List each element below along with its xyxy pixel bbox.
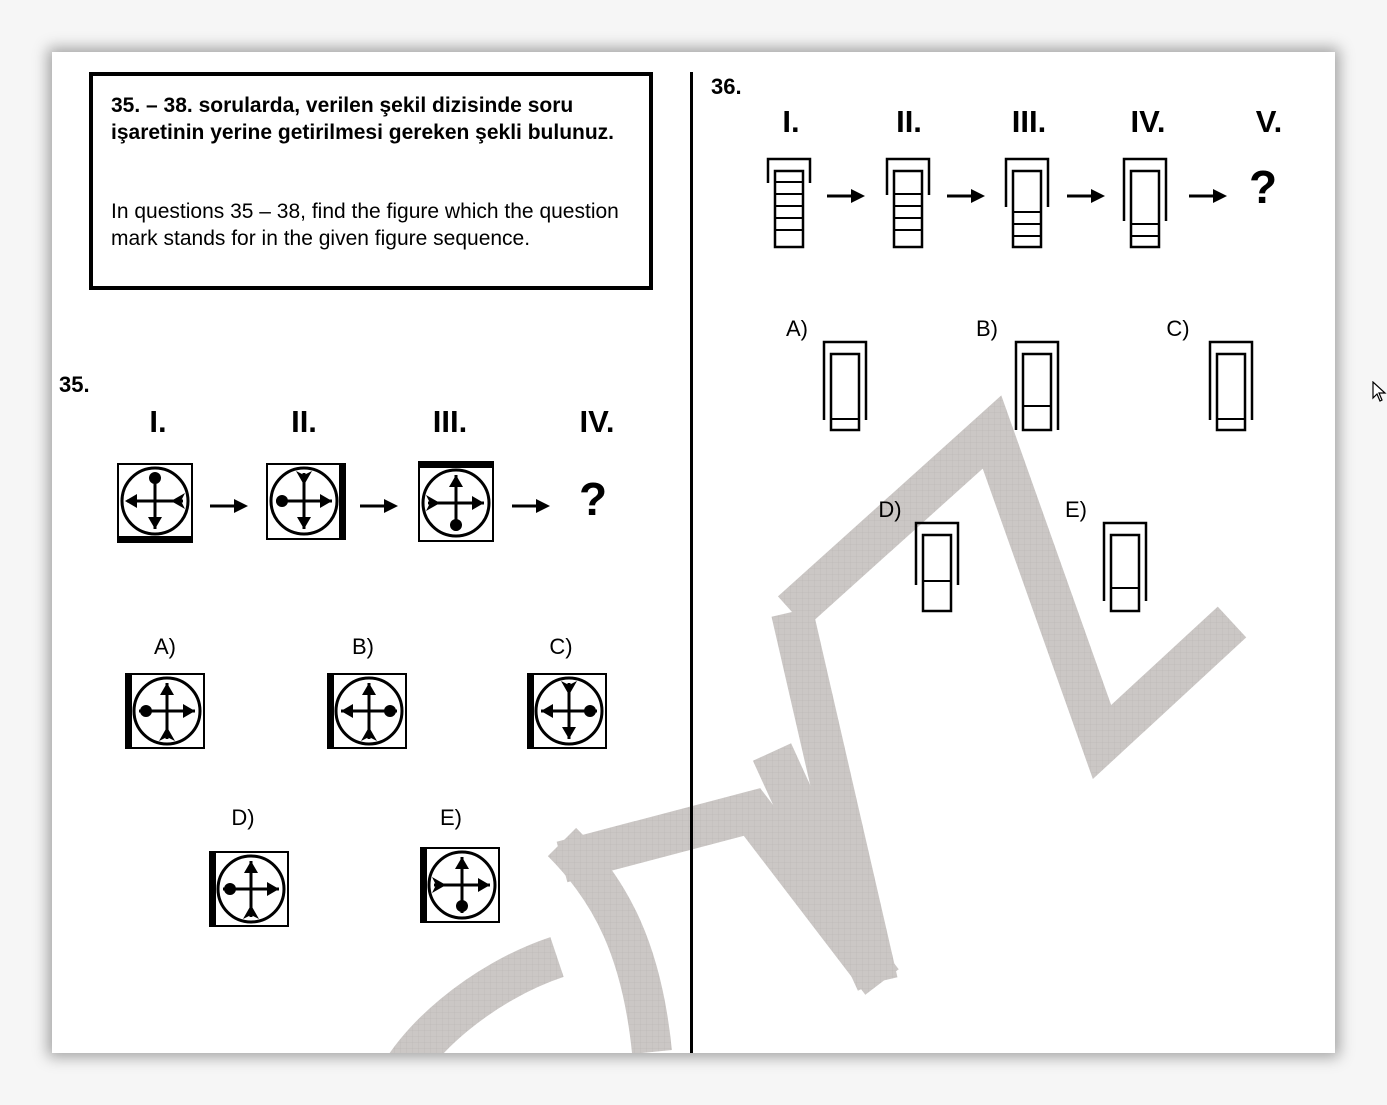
- q36-arrow-4: [1189, 187, 1227, 205]
- q36-option-c-label[interactable]: C): [1166, 316, 1190, 341]
- q35-arrow-3: [512, 497, 550, 515]
- q36-figure-iv: [1122, 157, 1170, 249]
- column-divider: [690, 72, 693, 1053]
- exam-page: [52, 52, 1335, 1053]
- q35-option-d-label[interactable]: D): [231, 805, 255, 830]
- q35-label-ii: II.: [291, 404, 317, 439]
- q35-option-a-figure[interactable]: [125, 673, 205, 749]
- q35-option-c-figure[interactable]: [527, 673, 607, 749]
- q36-arrow-3: [1067, 187, 1105, 205]
- q36-option-d-label[interactable]: D): [878, 497, 902, 522]
- q35-label-iv: IV.: [579, 404, 615, 439]
- q35-figure-ii: [266, 463, 346, 540]
- q36-option-a-figure[interactable]: [822, 340, 870, 432]
- q35-figure-iii: [418, 461, 494, 542]
- q35-option-e-figure[interactable]: [420, 847, 500, 923]
- q36-figure-iii: [1004, 157, 1052, 249]
- q36-figure-ii: [885, 157, 933, 249]
- instructions-box: [89, 72, 653, 290]
- mouse-cursor-icon: [1372, 381, 1387, 403]
- q35-option-b-label[interactable]: B): [352, 634, 374, 659]
- q35-option-b-figure[interactable]: [327, 673, 407, 749]
- q36-label-i: I.: [782, 104, 800, 139]
- q35-question-mark: ?: [578, 473, 608, 525]
- q35-arrow-2: [360, 497, 398, 515]
- q36-label-iii: III.: [1011, 104, 1047, 139]
- q36-option-e-figure[interactable]: [1102, 521, 1150, 613]
- instructions-english: In questions 35 – 38, find the figure which the question mark stands for in the given figure sequence.: [111, 200, 619, 250]
- q36-option-e-label[interactable]: E): [1065, 497, 1087, 522]
- q36-label-ii: II.: [896, 104, 922, 139]
- q35-figure-i: [117, 463, 193, 543]
- q36-question-mark: ?: [1248, 161, 1278, 213]
- q36-option-b-label[interactable]: B): [976, 316, 998, 341]
- q36-option-d-figure[interactable]: [914, 521, 962, 613]
- q35-option-e-label[interactable]: E): [440, 805, 462, 830]
- q36-arrow-1: [827, 187, 865, 205]
- q36-option-c-figure[interactable]: [1208, 340, 1256, 432]
- q35-label-i: I.: [149, 404, 167, 439]
- instructions-turkish: 35. – 38. sorularda, verilen şekil dizisinde soru işaretinin yerine getirilmesi gereken şekli bulunuz.: [111, 94, 615, 144]
- q35-option-a-label[interactable]: A): [154, 634, 176, 659]
- q36-label-v: V.: [1255, 104, 1283, 139]
- question-36-number: 36.: [711, 74, 742, 99]
- q36-arrow-2: [947, 187, 985, 205]
- q35-arrow-1: [210, 497, 248, 515]
- q36-option-b-figure[interactable]: [1014, 340, 1062, 432]
- q35-option-c-label[interactable]: C): [549, 634, 573, 659]
- q36-label-iv: IV.: [1130, 104, 1166, 139]
- q35-option-d-figure[interactable]: [209, 851, 289, 927]
- q36-option-a-label[interactable]: A): [786, 316, 808, 341]
- q35-label-iii: III.: [432, 404, 468, 439]
- q36-figure-i: [766, 157, 814, 249]
- question-35-number: 35.: [59, 372, 90, 397]
